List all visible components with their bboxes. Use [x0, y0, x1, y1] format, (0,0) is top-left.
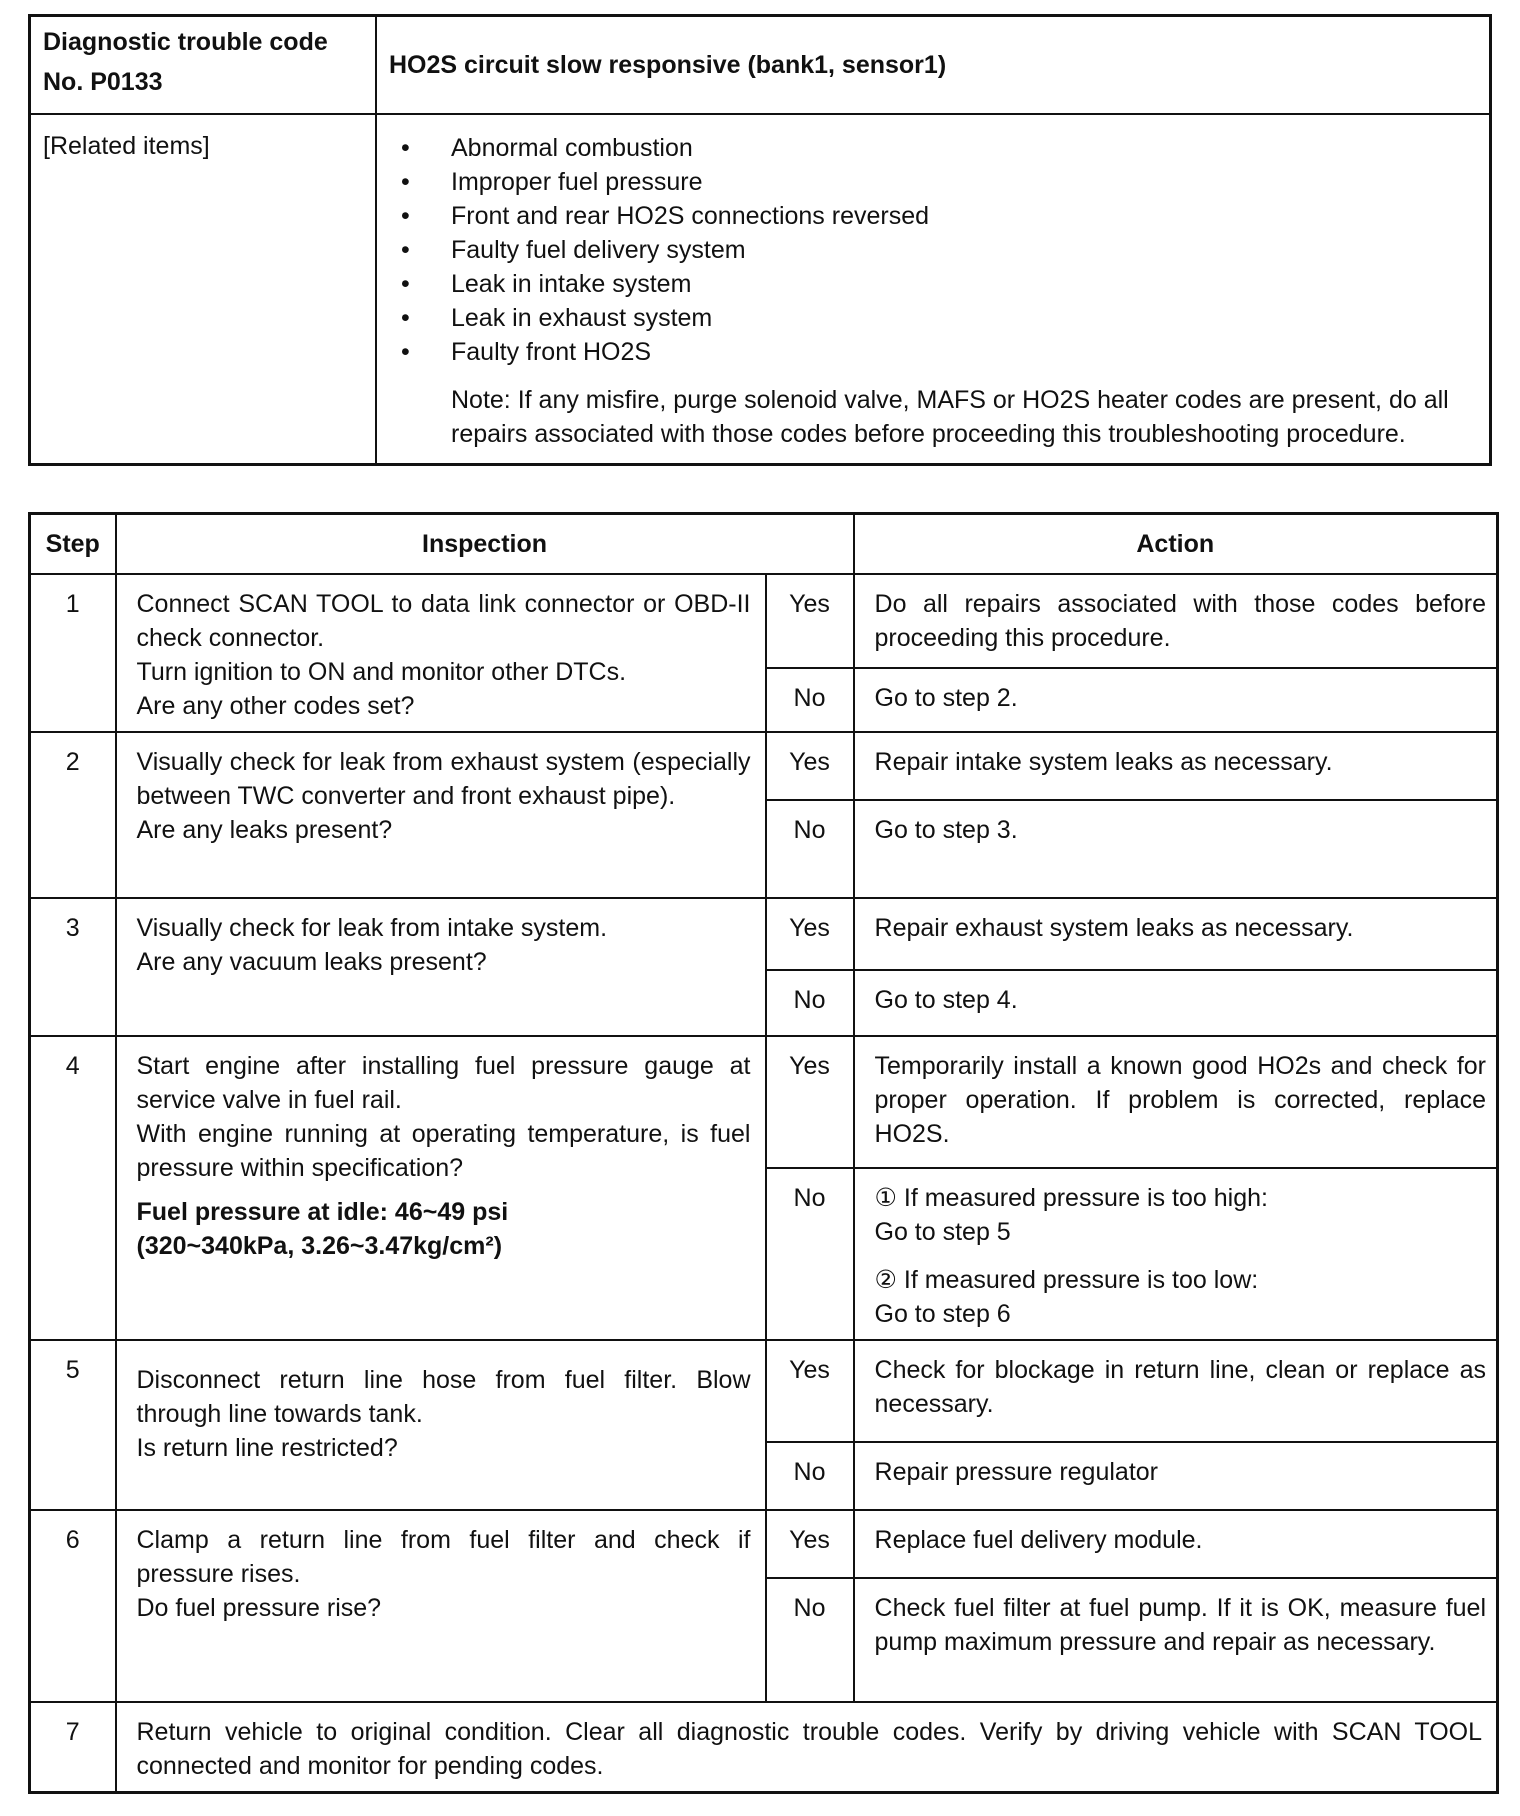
inspection-text: Connect SCAN TOOL to data link connector or OBD-II check connector. [136, 590, 751, 652]
step-number: 4 [30, 1036, 116, 1340]
procedure-note: Note: If any misfire, purge solenoid valve, MAFS or HO2S heater codes are present, do all repairs associated with those codes before proceeding this troubleshooting procedure. [451, 386, 1449, 448]
inspection-question: Are any vacuum leaks present? [136, 948, 487, 976]
final-step-text: Return vehicle to original condition. Clear all diagnostic trouble codes. Verify by driving vehicle with SCAN TOOL connected and monitor for pending codes. [116, 1702, 1498, 1793]
pressure-high-action: Go to step 5 [874, 1218, 1011, 1246]
inspection-cell [116, 898, 766, 1036]
inspection-text: Visually check for leak from intake system. [136, 914, 608, 942]
pressure-low-action: Go to step 6 [874, 1300, 1011, 1328]
step-number: 2 [30, 732, 116, 898]
related-items-list [389, 131, 1477, 369]
no-action: Go to step 4. [854, 970, 1498, 1036]
inspection-text: Disconnect return line hose from fuel filter. Blow through line towards tank. [136, 1366, 751, 1428]
no-label: No [766, 1168, 854, 1340]
step-number: 6 [30, 1510, 116, 1702]
related-item: • Abnormal combustion [389, 131, 1477, 165]
dtc-code-number: No. P0133 [43, 68, 163, 96]
table-header-row [30, 514, 1498, 575]
related-item: • Improper fuel pressure [389, 165, 1477, 199]
yes-action: Do all repairs associated with those codes before proceeding this procedure. [854, 574, 1498, 668]
table-row [30, 1510, 1498, 1578]
yes-label: Yes [766, 574, 854, 668]
related-item: • Leak in exhaust system [389, 301, 1477, 335]
yes-action: Replace fuel delivery module. [854, 1510, 1498, 1578]
no-label: No [766, 970, 854, 1036]
pressure-low-condition: ② If measured pressure is too low: [874, 1266, 1259, 1294]
inspection-cell [116, 732, 766, 898]
inspection-question: Do fuel pressure rise? [136, 1594, 382, 1622]
table-row [30, 574, 1498, 668]
step-number: 7 [30, 1702, 116, 1793]
table-row [30, 898, 1498, 970]
table-row [30, 732, 1498, 800]
dtc-code-label: Diagnostic trouble code [43, 28, 328, 56]
no-label: No [766, 1578, 854, 1702]
dtc-code-cell [30, 16, 377, 115]
related-item: • Faulty front HO2S [389, 335, 1477, 369]
inspection-question: Are any other codes set? [136, 692, 415, 720]
fuel-pressure-spec: Fuel pressure at idle: 46~49 psi [136, 1198, 509, 1226]
step-number: 5 [30, 1340, 116, 1510]
inspection-cell [116, 1340, 766, 1510]
no-action-cell [854, 1168, 1498, 1340]
related-item: • Faulty fuel delivery system [389, 233, 1477, 267]
yes-action: Temporarily install a known good HO2s and check for proper operation. If problem is corrected, replace HO2S. [854, 1036, 1498, 1168]
action-column-header: Action [854, 514, 1498, 575]
yes-action: Check for blockage in return line, clean or replace as necessary. [854, 1340, 1498, 1442]
no-label: No [766, 800, 854, 898]
yes-label: Yes [766, 1510, 854, 1578]
inspection-column-header: Inspection [116, 514, 854, 575]
pressure-high-condition: ① If measured pressure is too high: [874, 1184, 1268, 1212]
related-item: • Leak in intake system [389, 267, 1477, 301]
yes-action: Repair intake system leaks as necessary. [854, 732, 1498, 800]
inspection-question: Are any leaks present? [136, 816, 393, 844]
table-row [30, 1340, 1498, 1442]
no-label: No [766, 1442, 854, 1510]
table-row [30, 1036, 1498, 1168]
no-action: Go to step 3. [854, 800, 1498, 898]
step-column-header: Step [30, 514, 116, 575]
step-number: 3 [30, 898, 116, 1036]
no-action: Check fuel filter at fuel pump. If it is OK, measure fuel pump maximum pressure and repair as necessary. [854, 1578, 1498, 1702]
yes-label: Yes [766, 732, 854, 800]
table-row [30, 1702, 1498, 1793]
yes-action: Repair exhaust system leaks as necessary. [854, 898, 1498, 970]
inspection-text: Clamp a return line from fuel filter and check if pressure rises. [136, 1526, 751, 1588]
inspection-text: Turn ignition to ON and monitor other DTCs. [136, 658, 627, 686]
pressure-too-low [875, 1263, 1487, 1331]
no-action: Repair pressure regulator [854, 1442, 1498, 1510]
inspection-text: Start engine after installing fuel pressure gauge at service valve in fuel rail. [136, 1052, 751, 1114]
inspection-cell [116, 1510, 766, 1702]
inspection-cell [116, 1036, 766, 1340]
fuel-pressure-spec-units: (320~340kPa, 3.26~3.47kg/cm²) [136, 1232, 503, 1260]
yes-label: Yes [766, 1340, 854, 1442]
inspection-text: Visually check for leak from exhaust system (especially between TWC converter and front exhaust pipe). [136, 748, 751, 810]
no-action: Go to step 2. [854, 668, 1498, 732]
step-number: 1 [30, 574, 116, 732]
inspection-cell [116, 574, 766, 732]
dtc-title: HO2S circuit slow responsive (bank1, sensor1) [376, 16, 1491, 115]
no-label: No [766, 668, 854, 732]
related-item: • Front and rear HO2S connections reversed [389, 199, 1477, 233]
inspection-question: With engine running at operating temperature, is fuel pressure within specification? [136, 1120, 751, 1182]
pressure-too-high [875, 1181, 1487, 1249]
related-items-label: [Related items] [30, 114, 377, 465]
yes-label: Yes [766, 898, 854, 970]
related-items-cell [376, 114, 1491, 465]
dtc-header-table [28, 14, 1492, 466]
yes-label: Yes [766, 1036, 854, 1168]
troubleshooting-table [28, 512, 1499, 1794]
inspection-question: Is return line restricted? [136, 1434, 398, 1462]
